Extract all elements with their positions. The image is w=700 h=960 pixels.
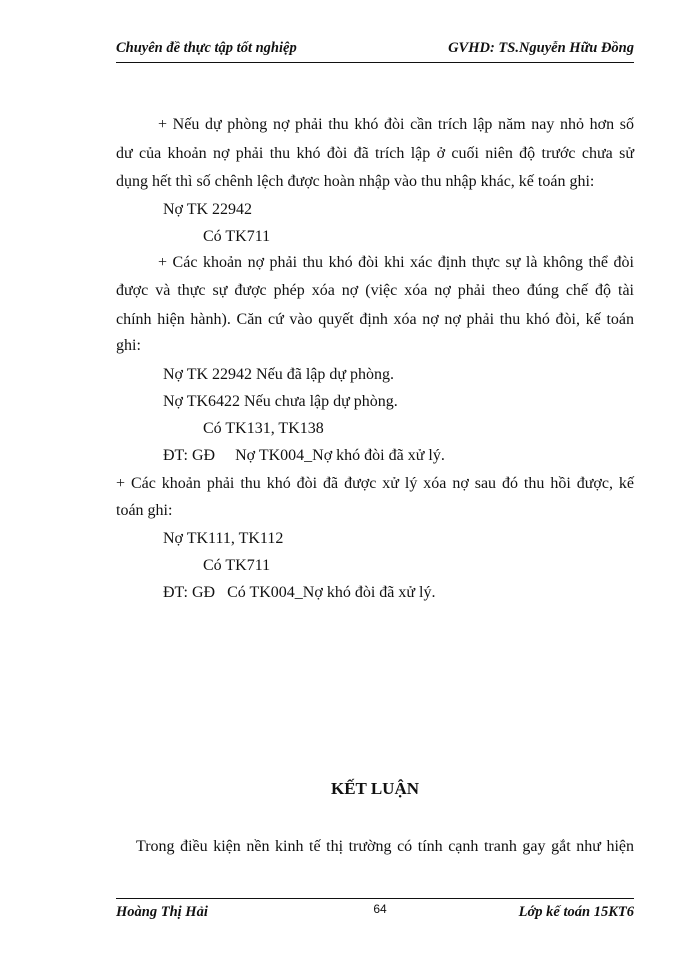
paragraph-2-line-2: được và thực sự được phép xóa nợ (việc xóa nợ phải theo đúng chế độ tài — [116, 282, 634, 299]
page-footer — [116, 902, 634, 924]
paragraph-3-line-1: + Các khoản phải thu khó đòi đã được xử lý xóa nợ sau đó thu hồi được, kế — [116, 475, 634, 492]
footer-class: Lớp kế toán 15KT6 — [518, 904, 634, 920]
footer-author: Hoàng Thị Hải — [116, 904, 208, 920]
paragraph-3-line-2: toán ghi: — [116, 502, 173, 519]
header-supervisor: GVHD: TS.Nguyễn Hữu Đồng — [448, 40, 634, 56]
paragraph-2-line-4: ghi: — [116, 337, 141, 354]
header-thesis-title: Chuyên đề thực tập tốt nghiệp — [116, 40, 297, 56]
entry-3-credit: Có TK711 — [203, 557, 271, 574]
entry-3-debit: Nợ TK111, TK112 — [163, 530, 284, 547]
paragraph-2-line-3: chính hiện hành). Căn cứ vào quyết định xóa nợ nợ phải thu khó đòi, kế toán — [116, 311, 634, 328]
entry-3-off-balance: ĐT: GĐ Có TK004_Nợ khó đòi đã xử lý. — [163, 584, 436, 601]
page-header — [116, 38, 634, 62]
entry-1-debit: Nợ TK 22942 — [163, 201, 253, 218]
paragraph-2-line-1: + Các khoản nợ phải thu khó đòi khi xác định thực sự là không thể đòi — [158, 254, 634, 271]
conclusion-heading: KẾT LUẬN — [330, 779, 419, 798]
entry-2-debit-1: Nợ TK 22942 Nếu đã lập dự phòng. — [163, 366, 395, 383]
paragraph-1-line-2: dư của khoản nợ phải thu khó đòi đã trích lập ở cuối niên độ trước chưa sử — [116, 145, 634, 162]
entry-2-credit: Có TK131, TK138 — [203, 420, 324, 437]
footer-divider — [116, 898, 634, 899]
entry-2-debit-2: Nợ TK6422 Nếu chưa lập dự phòng. — [163, 393, 398, 410]
paragraph-1-line-1: + Nếu dự phòng nợ phải thu khó đòi cần trích lập năm nay nhỏ hơn số — [158, 116, 634, 133]
header-divider — [116, 62, 634, 63]
paragraph-1-line-3: dụng hết thì số chênh lệch được hoàn nhập vào thu nhập khác, kế toán ghi: — [116, 173, 595, 190]
entry-2-off-balance: ĐT: GĐ Nợ TK004_Nợ khó đòi đã xử lý. — [163, 447, 445, 464]
conclusion-line-1: Trong điều kiện nền kinh tế thị trường có tính cạnh tranh gay gắt như hiện — [136, 838, 634, 855]
page-number: 64 — [373, 902, 387, 916]
entry-1-credit: Có TK711 — [203, 228, 271, 245]
